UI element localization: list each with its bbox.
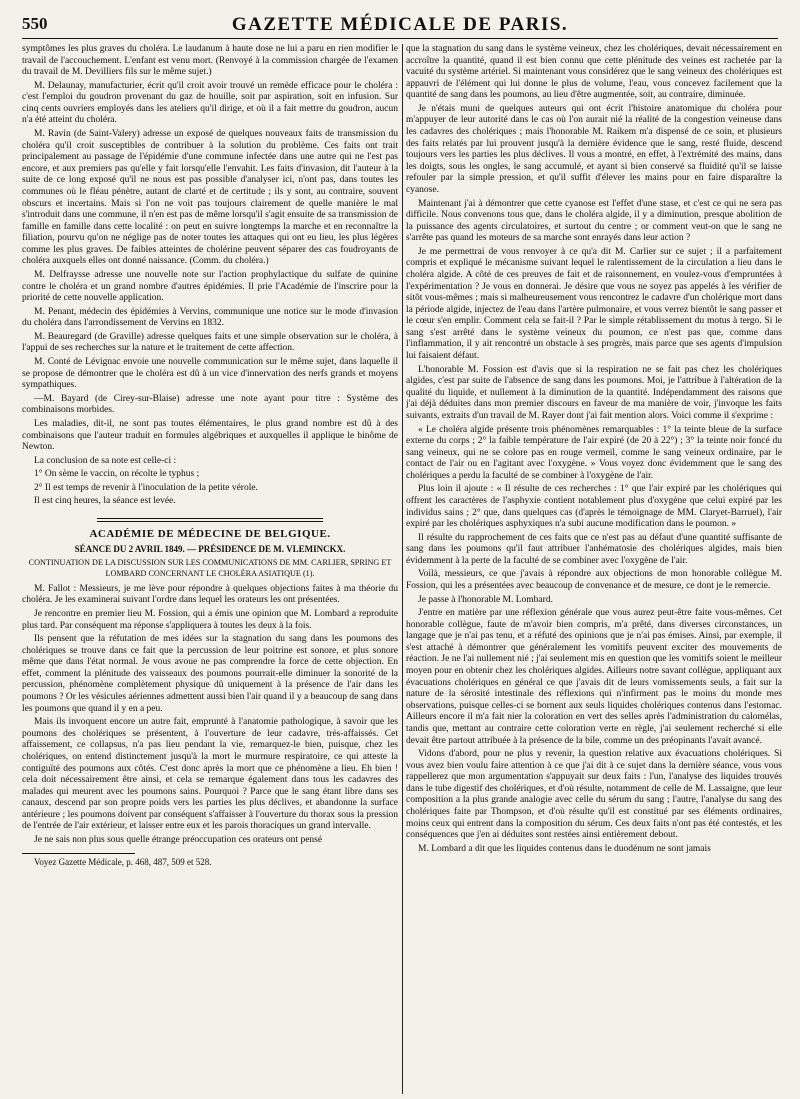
paragraph: symptômes les plus graves du choléra. Le laudanum à haute dose ne lui a paru en rien modifier le travail de l'accouchement. L'enfant est venu mort. (Renvoyé à la commission chargée de l'examen du travail de M. Devilliers fils sur le même sujet.): [22, 44, 398, 78]
section-title: ACADÉMIE DE MÉDECINE DE BELGIQUE.: [89, 527, 331, 540]
session-line: SÉANCE DU 2 AVRIL 1849. — PRÉSIDENCE DE M. VLEMINCKX.: [74, 544, 346, 555]
paragraph: M. Ravin (de Saint-Valery) adresse un exposé de quelques nouveaux faits de transmission du choléra qu'il croit susceptibles de contribuer à la solution du problème. Ces faits ont trait principalement au passage de l'épidémie d'une commune infectée dans une autre qui ne l'est pas encore, et aux premiers pas qu'elle y fait lorsqu'elle l'envahit. Les faits d'invasion, dit l'auteur à la suite de ce long exposé qu'il ne nous est pas possible d'analyser ici, n'ont pas, dans toutes les communes où le fléau pénètre, autant de clarté et de certitude ; ils y sont, au contraire, souvent obscurs et incertains. Mais si l'on ne voit pas toujours clairement de quelle manière le mal s'introduit dans une commune, il n'en est pas de même lorsqu'il s'agit ensuite de sa transmission de famille en famille dans cette localité : on peut en suivre longtemps la marche et en reconnaître la filiation, pourvu qu'on ne néglige pas de noter toutes les attaques qui ont eu lieu, les plus légères comme les plus graves. De faibles atteintes de cholérine peuvent séparer des cas foudroyants de choléra auxquels elles ont donné naissance. (Comm. du choléra.): [22, 129, 398, 267]
footnote: Voyez Gazette Médicale, p. 468, 487, 509 et 528.: [34, 856, 212, 867]
column-divider: [402, 44, 403, 1094]
left-column: [22, 44, 398, 1094]
paragraph: —M. Bayard (de Cirey-sur-Blaise) adresse une note ayant pour titre : Système des combinaisons morbides.: [22, 393, 398, 416]
right-column: [406, 44, 782, 1094]
paragraph: Voilà, messieurs, ce que j'avais à répondre aux objections de mon honorable collègue M. Fossion, qui les a présentées avec beaucoup de convenance et de mesure, ce dont je le remercie.: [406, 569, 782, 592]
paragraph: J'entre en matière par une réflexion générale que vous aurez peut-être faite vous-mêmes. Cet honorable collègue, faute de m'avoir bien compris, m'a prêté, dans diverses circonstances, un langage que je n'ai pas tenu, et a réfuté des opinions que je n'ai pas émises. Ainsi, par exemple, il s'est attaché à démontrer que généralement les vomitifs peuvent exciter des mouvements de réaction. Je ne l'ai nullement nié ; j'ai seulement mis en question que les vomitifs soient le meilleur moyen pour en obtenir chez les cholériques algides. Ailleurs notre savant collègue, appliquant aux évacuations cholériques en général ce que j'avais dit de leurs vomissements seuls, a fait sur la nature de la sérosité intestinale des réflexions qui n'infirment pas le moins du monde mes observations, puisque celles-ci se bornent aux seuls liquides cholériques contenus dans l'estomac. Ailleurs encore il m'a fait nier la coloration en vert des selles après l'administration du calomélas, tandis que, mettant au contraire cette coloration verte en règle, j'ai seulement recherché si elle devait être partout attribuée à la présence de la bile, comme un des préopinants l'avait avancé.: [406, 608, 782, 746]
paragraph: Mais ils invoquent encore un autre fait, emprunté à l'anatomie pathologique, à savoir que les poumons des cholériques se présentent, à l'ouverture de leur cadavre, très-affaissés. Cet affaissement, ce collapsus, n'a pas lieu pendant la vie, remarquez-le bien, puisque, chez les cholériques, on entend distinctement jusqu'à la mort le murmure respiratoire, ce qui atteste la contiguïté des poumons aux côtés. C'est donc après la mort que ce phénomène a lieu. Eh bien ! cela doit nécessairement être ainsi, et cela se remarque également dans tous les cadavres des malades qui meurent avec les poumons sains. Pourquoi ? Parce que le sang étant libre dans ses canaux, descend par son propre poids vers les parties les plus déclives, et abandonne la surface antérieure ; les poumons doivent par conséquent s'affaisser à l'ouverture du thorax sous la pression de l'entrée de l'air extérieur, et laisser entre eux et les parois thoraciques un grand intervalle.: [22, 717, 398, 832]
paragraph: Vidons d'abord, pour ne plus y revenir, la question relative aux évacuations cholériques. Si vous avez bien voulu faire attention à ce que j'ai dit à ce sujet dans la dernière séance, vous vous rappellerez que mon argumentation s'appuyait sur deux faits : l'un, l'analyse des liquides trouvés dans le tube digestif des cholériques, et d'où résulte, notamment de celle de M. Lassaigne, que leur composition a la plus grande analogie avec celle du sérum du sang ; l'autre, l'analyse du sang des cholériques faite par Thompson, et d'où résulte qu'il est constitué par ses éléments ordinaires, moins ceux qui entrent dans la composition du sérum. Ces deux faits n'ont pas été contestés, et les conséquences que j'en ai déduites sont restées ainsi entièrement debout.: [406, 749, 782, 841]
paragraph: Je ne sais non plus sous quelle étrange préoccupation ces orateurs ont pensé: [34, 834, 323, 845]
discussion-subheading: CONTINUATION DE LA DISCUSSION SUR LES COMMUNICATIONS DE MM. CARLIER, SPRING ET LOMBARD CONCERNANT LE CHOLÉRA ASIATIQUE (1).: [28, 558, 392, 578]
paragraph: « Le choléra algide présente trois phénomènes remarquables : 1° la teinte bleue de la surface externe du corps ; 2° la faible température de l'air expiré (de 20 à 22°) ; 3° la teinte noir foncé du sang veineux, qui ne se colore pas en rouge vermeil, comme le sang veineux ordinaire, par le contact de l'air ou en l'agitant avec l'oxygène. » Vous voyez donc évidemment que le sang des cholériques a perdu la faculté de se combiner à l'oxygène de l'air.: [406, 424, 782, 481]
paragraph: M. Conté de Lévignac envoie une nouvelle communication sur le même sujet, dans laquelle il se propose de démontrer que le choléra est dû à un vice d'innervation des nerfs grands et moyens sympathiques.: [22, 357, 398, 391]
paragraph: Il résulte du rapprochement de ces faits que ce n'est pas au défaut d'une quantité suffisante de sang dans les poumons qu'il faut attribuer l'anhématosie des cholériques algides, mais bien évidemment à la perte de la faculté de se combiner avec l'oxygène de l'air.: [406, 532, 782, 566]
paragraph: Les maladies, dit-il, ne sont pas toutes élémentaires, le plus grand nombre est dû à des combinaisons que l'auteur traduit en formules algébriques et auxquelles il applique le binôme de Newton.: [22, 418, 398, 453]
paragraph: Maintenant j'ai à démontrer que cette cyanose est l'effet d'une stase, et c'est ce qui ne sera pas difficile. Nous convenons tous que, dans le choléra algide, il y a diminution, presque abolition de la puissance des agents circulatoires, et surtout du centre ; or comment veut-on que le sang ne s'arrête pas quand les moteurs de sa marche sont enrayés dans leur action ?: [406, 198, 782, 244]
paragraph: Ils pensent que la réfutation de mes idées sur la stagnation du sang dans les poumons des cholériques se trouve dans ce fait que la percussion de leur poitrine est sonore, et plus sonore même que dans l'état normal. Je vous avoue ne pas comprendre la force de cette objection. En effet, comment la plénitude des vaisseaux des poumons pourrait-elle diminuer la sonorité de la percussion, phénomène complètement physique dû uniquement à la présence de l'air dans les poumons ? Or les vésicules aériennes admettent aussi bien l'air quand il y a beaucoup de sang dans les poumons que quand il y en a peu.: [22, 634, 398, 714]
paragraph: 1° On sème le vaccin, on récolte le typhus ;: [34, 469, 200, 480]
paragraph: M. Lombard a dit que les liquides contenus dans le duodénum ne sont jamais: [418, 843, 711, 854]
paragraph: M. Delfraysse adresse une nouvelle note sur l'action prophylactique du sulfate de quinine contre le choléra et un grand nombre d'autres épidémies. Il prie l'Académie de l'inscrire pour la priorité de cette nouvelle application.: [22, 269, 398, 304]
paragraph: Plus loin il ajoute : « Il résulte de ces recherches : 1° que l'air expiré par les cholériques qui offrent les caractères de l'asphyxie contient notablement plus d'oxygène que celui expiré par les individus sains ; 2° que, dans quelques cas (d'après le témoignage de MM. Claryet-Barruel), l'air expiré par les cholériques asphyxiques n'a subi aucune modification dans le poumon. »: [406, 484, 782, 530]
paragraph: Je rencontre en premier lieu M. Fossion, qui a émis une opinion que M. Lombard a reproduite plus tard. Par conséquent ma réponse s'appliquera à toutes les deux à la fois.: [22, 609, 398, 631]
paragraph: M. Penant, médecin des épidémies à Vervins, communique une notice sur le mode d'invasion du choléra dans l'arrondissement de Vervins en 1832.: [22, 306, 398, 329]
paragraph: M. Delaunay, manufacturier, écrit qu'il croit avoir trouvé un remède efficace pour le choléra : c'est l'emploi du goudron provenant du gaz de houille, soit par aspiration, soit en infusion. Sur cinq cents ouvriers employés dans les ateliers qu'il dirige, et où il a fait mettre du goudron, aucun n'a été atteint du choléra.: [22, 80, 398, 126]
paragraph: Je passe à l'honorable M. Lombard.: [418, 594, 553, 605]
journal-title: GAZETTE MÉDICALE DE PARIS.: [231, 14, 569, 35]
paragraph: M. Fallot : Messieurs, je me lève pour répondre à quelques objections faites à ma théorie du choléra. Je les examinerai suivant l'ordre dans lequel les orateurs les ont présentées.: [22, 583, 398, 606]
text-columns: [22, 44, 782, 1094]
page-number: 550: [22, 14, 48, 33]
footnote-divider: [22, 853, 135, 854]
paragraph: 2° Il est temps de revenir à l'inoculation de la petite vérole.: [34, 482, 258, 493]
paragraph: Il est cinq heures, la séance est levée.: [34, 496, 176, 507]
page-header: [22, 14, 778, 39]
paragraph: Je me permettrai de vous renvoyer à ce qu'a dit M. Carlier sur ce sujet ; il a parfaitement compris et expliqué le mécanisme suivant lequel le ralentissement de la circulation a lieu dans le choléra algide. A côté de ces preuves de fait et de raisonnement, en voulez-vous d'empruntées à l'expérimentation ? Je vous en donnerai. Je désire que vous ne soyez pas appelés à les vérifier de sitôt vous-mêmes ; mais si malheureusement vous rencontrez le cadavre d'un cholérique mort dans la période algide, injectez de l'eau dans l'artère pulmonaire, et vous verrez bientôt le sang passer et le cœur s'en emplir. Comment cela se fait-il ? Par le simple rétablissement du motus à tergo. Si le sang s'est arrêté dans le système veineux du poumon, ce n'est pas que, comme dans l'inflammation, il y ait rencontré un obstacle à ses progrès, mais parce que ses agents d'impulsion lui faisaient défaut.: [406, 246, 782, 362]
paragraph: que la stagnation du sang dans le système veineux, chez les cholériques, devait nécessairement en accroître la quantité, quand il est bien connu que cette plénitude des veines est rachetée par la vacuité du système artériel. Si maintenant vous considérez que le sang veineux des cholériques est appauvri de l'élément qui lui donne le plus de volume, l'eau, vous concevez facilement que la quantité de sang dans les poumons, au lieu d'être augmentée, soit, au contraire, diminuée.: [406, 44, 782, 101]
paragraph: M. Beauregard (de Graville) adresse quelques faits et une simple observation sur le choléra, à l'appui de ses recherches sur la nature et le traitement de cette affection.: [22, 331, 398, 354]
paragraph: L'honorable M. Fossion est d'avis que si la respiration ne se fait pas chez les cholériques algides, c'est par suite de l'absence de sang dans les poumons. Moi, je l'attribue à l'altération de la qualité du liquide, et nullement à la diminution de la quantité. Indépendamment des raisons que j'ai déjà déduites dans mon premier discours en faveur de ma manière de voir, j'invoque les faits suivants, extraits d'un travail de M. Rayer dont j'ai fait mention alors. Voici comme il s'exprime :: [406, 364, 782, 421]
paragraph: La conclusion de sa note est celle-ci :: [34, 455, 177, 466]
paragraph: Je n'étais muni de quelques auteurs qui ont écrit l'histoire anatomique du choléra pour m'appuyer de leur autorité dans le cas où l'on aurait nié la réalité de la congestion veineuse dans les cadavres des cholériques ; mais l'honorable M. Raikem m'a dispensé de ce soin, et plusieurs des faits relatés par lui prouvent jusqu'à la dernière évidence que le sang, resté fluide, descend toujours vers les parties les plus déclives. Il vous a montré, en effet, à l'extrémité des mains, dans les doigts, sous les ongles, le sang accumulé, et ayant si bien conservé sa fluidité qu'il se laisse refouler par la simple pression, et qu'il suffit d'élever les mains pour en faire disparaître la cyanose.: [406, 103, 782, 195]
section-divider: [97, 518, 323, 522]
